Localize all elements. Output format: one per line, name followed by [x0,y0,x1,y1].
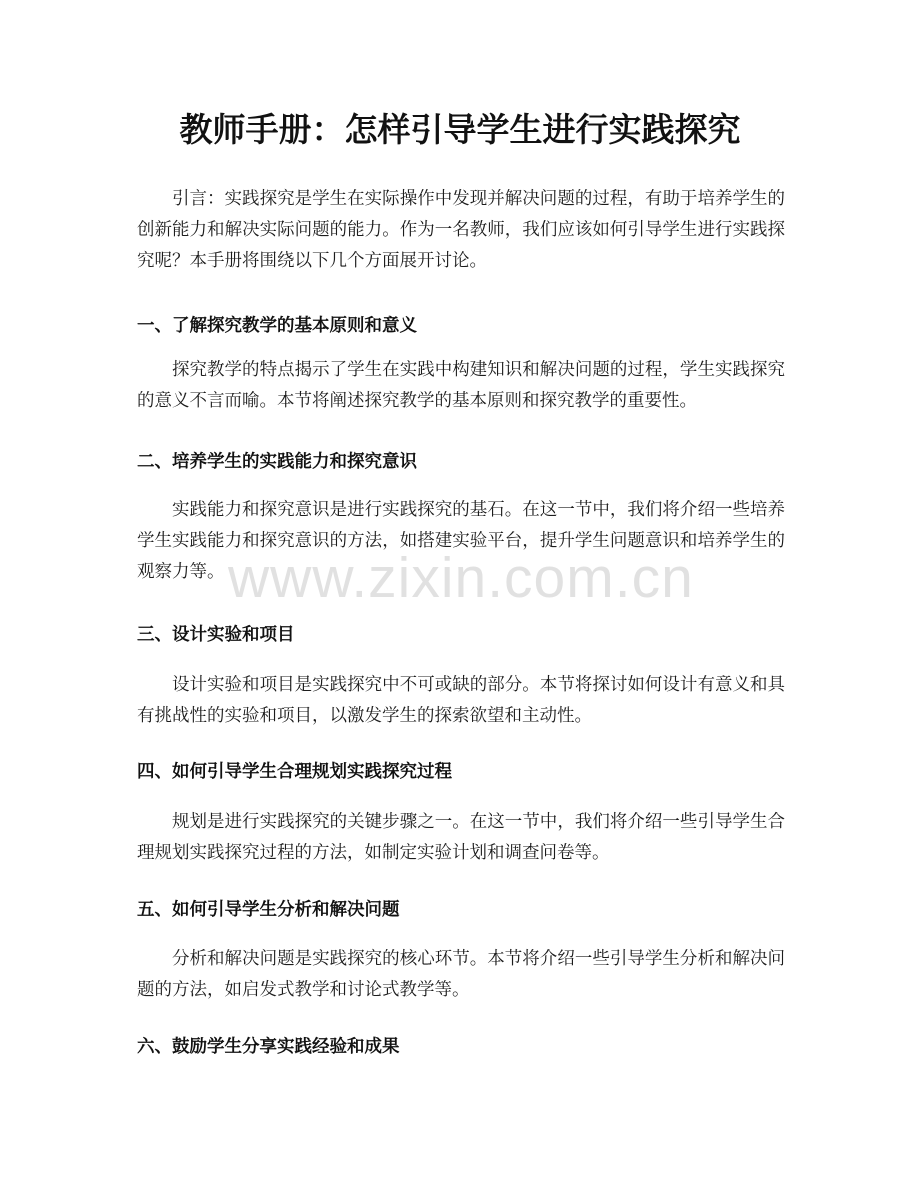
section-heading-5: 五、如何引导学生分析和解决问题 [137,900,400,920]
section-heading-3: 三、设计实验和项目 [137,625,295,645]
section-body-4: 规划是进行实践探究的关键步骤之一。在这一节中，我们将介绍一些引导学生合理规划实践探究过程的方法，如制定实验计划和调查问卷等。 [137,812,785,863]
section-heading-2: 二、培养学生的实践能力和探究意识 [137,452,417,472]
section-body-2: 实践能力和探究意识是进行实践探究的基石。在这一节中，我们将介绍一些培养学生实践能力和探究意识的方法，如搭建实验平台，提升学生问题意识和培养学生的观察力等。 [137,500,785,582]
section-heading-1: 一、了解探究教学的基本原则和意义 [137,316,417,336]
watermark-text: www.zixin.com.cn [228,546,694,610]
section-heading-4: 四、如何引导学生合理规划实践探究过程 [137,762,452,782]
intro-paragraph: 引言：实践探究是学生在实际操作中发现并解决问题的过程，有助于培养学生的创新能力和解决实际问题的能力。作为一名教师，我们应该如何引导学生进行实践探究呢？本手册将围绕以下几个方面展开讨论。 [137,189,785,271]
section-body-5: 分析和解决问题是实践探究的核心环节。本节将介绍一些引导学生分析和解决问题的方法，如启发式教学和讨论式教学等。 [137,949,785,1000]
document-title: 教师手册：怎样引导学生进行实践探究 [179,110,741,149]
section-body-1: 探究教学的特点揭示了学生在实践中构建知识和解决问题的过程，学生实践探究的意义不言而喻。本节将阐述探究教学的基本原则和探究教学的重要性。 [137,360,785,411]
section-heading-6: 六、鼓励学生分享实践经验和成果 [137,1037,400,1057]
section-body-3: 设计实验和项目是实践探究中不可或缺的部分。本节将探讨如何设计有意义和具有挑战性的实验和项目，以激发学生的探索欲望和主动性。 [137,675,785,726]
